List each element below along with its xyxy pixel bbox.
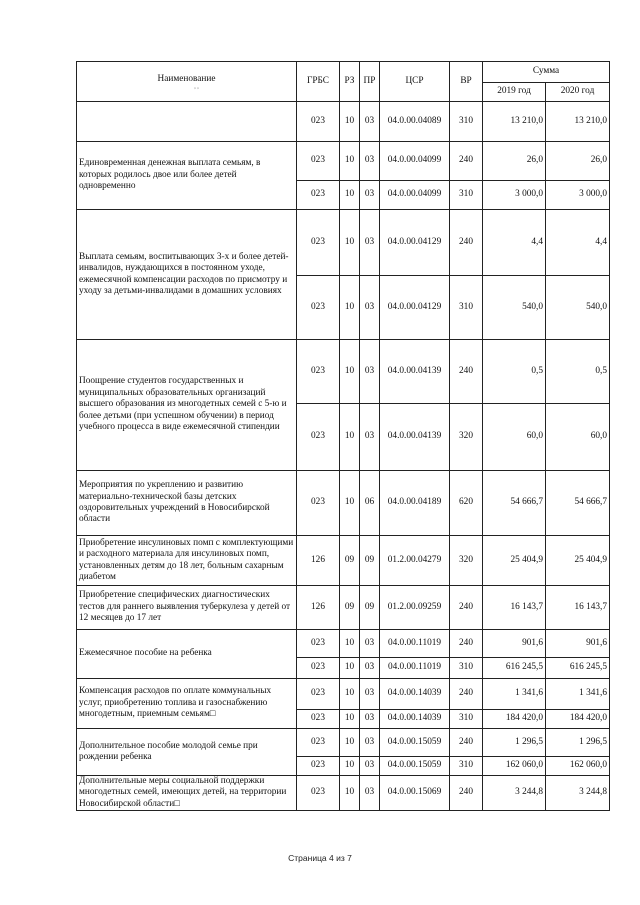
- cell-rz: 10: [340, 340, 360, 404]
- cell-y2019: 162 060,0: [483, 757, 546, 776]
- budget-table: [76, 61, 610, 811]
- cell-y2020: 540,0: [546, 276, 610, 340]
- cell-y2020: 616 245,5: [546, 658, 610, 679]
- cell-y2020: 162 060,0: [546, 757, 610, 776]
- header-2019: 2019 год: [483, 83, 546, 102]
- table-row: [77, 679, 610, 710]
- cell-y2020: 3 244,8: [546, 776, 610, 811]
- cell-grbs: 023: [297, 276, 340, 340]
- cell-y2020: 60,0: [546, 404, 610, 471]
- cell-vr: 240: [450, 729, 483, 757]
- cell-y2019: 1 296,5: [483, 729, 546, 757]
- cell-csr: 04.0.00.04139: [380, 404, 450, 471]
- cell-y2019: 184 420,0: [483, 710, 546, 729]
- table-row: [77, 586, 610, 630]
- header-2020: 2020 год: [546, 83, 610, 102]
- cell-pr: 03: [360, 630, 380, 658]
- cell-pr: 09: [360, 586, 380, 630]
- header-vr: ВР: [450, 62, 483, 102]
- cell-rz: 10: [340, 729, 360, 757]
- cell-y2019: 1 341,6: [483, 679, 546, 710]
- cell-csr: 04.0.00.11019: [380, 658, 450, 679]
- cell-pr: 03: [360, 340, 380, 404]
- table-row: [77, 536, 610, 586]
- cell-vr: 240: [450, 679, 483, 710]
- cell-vr: 320: [450, 404, 483, 471]
- table-row: [77, 729, 610, 757]
- cell-y2019: 13 210,0: [483, 102, 546, 142]
- cell-y2019: 3 244,8: [483, 776, 546, 811]
- row-name-cell: [77, 102, 297, 142]
- cell-rz: 10: [340, 630, 360, 658]
- cell-csr: 04.0.00.14039: [380, 710, 450, 729]
- cell-pr: 03: [360, 142, 380, 181]
- cell-csr: 04.0.00.04189: [380, 471, 450, 536]
- cell-y2020: 1 341,6: [546, 679, 610, 710]
- cell-y2019: 60,0: [483, 404, 546, 471]
- cell-pr: 03: [360, 710, 380, 729]
- table-row: [77, 340, 610, 404]
- cell-csr: 04.0.00.04099: [380, 142, 450, 181]
- cell-y2020: 25 404,9: [546, 536, 610, 586]
- cell-grbs: 023: [297, 729, 340, 757]
- header-name: [77, 62, 297, 102]
- header-rz: РЗ: [340, 62, 360, 102]
- header-grbs: ГРБС: [297, 62, 340, 102]
- cell-y2020: 1 296,5: [546, 729, 610, 757]
- cell-csr: 01.2.00.04279: [380, 536, 450, 586]
- table-row: [77, 210, 610, 276]
- cell-pr: 03: [360, 276, 380, 340]
- row-name-cell: Приобретение инсулиновых помп с комплектующими и расходного материала для инсулиновых помп, установленных детям до 18 лет, больным сахарным диабетом: [77, 536, 297, 586]
- cell-grbs: 023: [297, 679, 340, 710]
- cell-pr: 06: [360, 471, 380, 536]
- cell-rz: 10: [340, 102, 360, 142]
- table-row: [77, 142, 610, 181]
- table-body: [77, 102, 610, 811]
- cell-pr: 03: [360, 210, 380, 276]
- row-name-cell: Выплата семьям, воспитывающих 3-х и более детей-инвалидов, нуждающихся в постоянном уходе, ежемесячной компенсации расходов по присмотру и уходу за детьми-инвалидами в домашних условиях: [77, 210, 297, 340]
- cell-vr: 240: [450, 630, 483, 658]
- cell-rz: 10: [340, 710, 360, 729]
- cell-vr: 240: [450, 586, 483, 630]
- cell-y2019: 0,5: [483, 340, 546, 404]
- cell-csr: 04.0.00.04099: [380, 181, 450, 210]
- cell-pr: 03: [360, 729, 380, 757]
- cell-pr: 09: [360, 536, 380, 586]
- cell-y2020: 16 143,7: [546, 586, 610, 630]
- table-row: [77, 630, 610, 658]
- row-name-cell: Мероприятия по укреплению и развитию материально-технической базы детских оздоровительных учреждений в Новосибирской области: [77, 471, 297, 536]
- row-name-cell: Приобретение специфических диагностических тестов для раннего выявления туберкулеза у детей от 12 месяцев до 17 лет: [77, 586, 297, 630]
- stub-marks: , ,: [194, 84, 199, 91]
- cell-vr: 310: [450, 658, 483, 679]
- cell-grbs: 023: [297, 471, 340, 536]
- cell-pr: 03: [360, 658, 380, 679]
- cell-y2019: 25 404,9: [483, 536, 546, 586]
- header-sum: Сумма: [483, 62, 610, 83]
- cell-rz: 10: [340, 404, 360, 471]
- cell-rz: 10: [340, 658, 360, 679]
- cell-grbs: 023: [297, 757, 340, 776]
- cell-y2019: 54 666,7: [483, 471, 546, 536]
- cell-csr: 04.0.00.11019: [380, 630, 450, 658]
- cell-grbs: 023: [297, 210, 340, 276]
- cell-y2019: 26,0: [483, 142, 546, 181]
- cell-y2019: 540,0: [483, 276, 546, 340]
- cell-vr: 310: [450, 710, 483, 729]
- cell-grbs: 023: [297, 658, 340, 679]
- cell-grbs: 023: [297, 404, 340, 471]
- cell-vr: 240: [450, 776, 483, 811]
- header-csr: ЦСР: [380, 62, 450, 102]
- cell-rz: 09: [340, 586, 360, 630]
- cell-y2019: 616 245,5: [483, 658, 546, 679]
- cell-grbs: 126: [297, 536, 340, 586]
- cell-rz: 10: [340, 757, 360, 776]
- cell-grbs: 126: [297, 586, 340, 630]
- cell-rz: 10: [340, 276, 360, 340]
- header-name-label: Наименование: [157, 73, 216, 84]
- cell-y2020: 26,0: [546, 142, 610, 181]
- cell-pr: 03: [360, 404, 380, 471]
- cell-vr: 240: [450, 340, 483, 404]
- cell-rz: 10: [340, 181, 360, 210]
- cell-grbs: 023: [297, 181, 340, 210]
- cell-vr: 320: [450, 536, 483, 586]
- cell-rz: 09: [340, 536, 360, 586]
- cell-vr: 310: [450, 181, 483, 210]
- cell-grbs: 023: [297, 776, 340, 811]
- cell-pr: 03: [360, 181, 380, 210]
- table-row: [77, 471, 610, 536]
- cell-y2020: 901,6: [546, 630, 610, 658]
- cell-y2019: 16 143,7: [483, 586, 546, 630]
- cell-y2020: 4,4: [546, 210, 610, 276]
- cell-y2019: 3 000,0: [483, 181, 546, 210]
- cell-csr: 04.0.00.15059: [380, 729, 450, 757]
- cell-y2020: 0,5: [546, 340, 610, 404]
- page-footer: Страница 4 из 7: [288, 853, 352, 863]
- cell-rz: 10: [340, 142, 360, 181]
- cell-y2020: 184 420,0: [546, 710, 610, 729]
- cell-vr: 310: [450, 757, 483, 776]
- table-row: [77, 776, 610, 811]
- cell-grbs: 023: [297, 102, 340, 142]
- cell-pr: 03: [360, 102, 380, 142]
- cell-vr: 620: [450, 471, 483, 536]
- cell-grbs: 023: [297, 630, 340, 658]
- row-name-cell: Единовременная денежная выплата семьям, в которых родилось двое или более детей одновременно: [77, 142, 297, 210]
- cell-pr: 03: [360, 757, 380, 776]
- row-name-cell: Поощрение студентов государственных и муниципальных образовательных организаций высшего образования из многодетных семей с 5-ю и более детьми (при успешном обучении) в период учебного процесса в виде ежемесячной стипендии: [77, 340, 297, 471]
- cell-grbs: 023: [297, 340, 340, 404]
- cell-y2020: 54 666,7: [546, 471, 610, 536]
- cell-csr: 04.0.00.15069: [380, 776, 450, 811]
- cell-rz: 10: [340, 679, 360, 710]
- cell-grbs: 023: [297, 142, 340, 181]
- cell-csr: 04.0.00.15059: [380, 757, 450, 776]
- cell-csr: 04.0.00.04089: [380, 102, 450, 142]
- cell-csr: 04.0.00.04139: [380, 340, 450, 404]
- cell-y2020: 3 000,0: [546, 181, 610, 210]
- cell-csr: 04.0.00.04129: [380, 210, 450, 276]
- cell-vr: 240: [450, 210, 483, 276]
- row-name-cell: Дополнительное пособие молодой семье при рождении ребенка: [77, 729, 297, 776]
- cell-vr: 310: [450, 276, 483, 340]
- cell-csr: 04.0.00.14039: [380, 679, 450, 710]
- cell-y2020: 13 210,0: [546, 102, 610, 142]
- cell-vr: 240: [450, 142, 483, 181]
- table-row: [77, 102, 610, 142]
- cell-vr: 310: [450, 102, 483, 142]
- header-pr: ПР: [360, 62, 380, 102]
- cell-pr: 03: [360, 679, 380, 710]
- cell-y2019: 4,4: [483, 210, 546, 276]
- row-name-cell: Компенсация расходов по оплате коммунальных услуг, приобретению топлива и газоснабжению многодетным, приемным семьям□: [77, 679, 297, 729]
- cell-rz: 10: [340, 776, 360, 811]
- cell-rz: 10: [340, 210, 360, 276]
- row-name-cell: Дополнительные меры социальной поддержки многодетных семей, имеющих детей, на территории Новосибирской области□: [77, 776, 297, 811]
- cell-csr: 04.0.00.04129: [380, 276, 450, 340]
- cell-rz: 10: [340, 471, 360, 536]
- cell-y2019: 901,6: [483, 630, 546, 658]
- cell-csr: 01.2.00.09259: [380, 586, 450, 630]
- row-name-cell: Ежемесячное пособие на ребенка: [77, 630, 297, 679]
- cell-grbs: 023: [297, 710, 340, 729]
- cell-pr: 03: [360, 776, 380, 811]
